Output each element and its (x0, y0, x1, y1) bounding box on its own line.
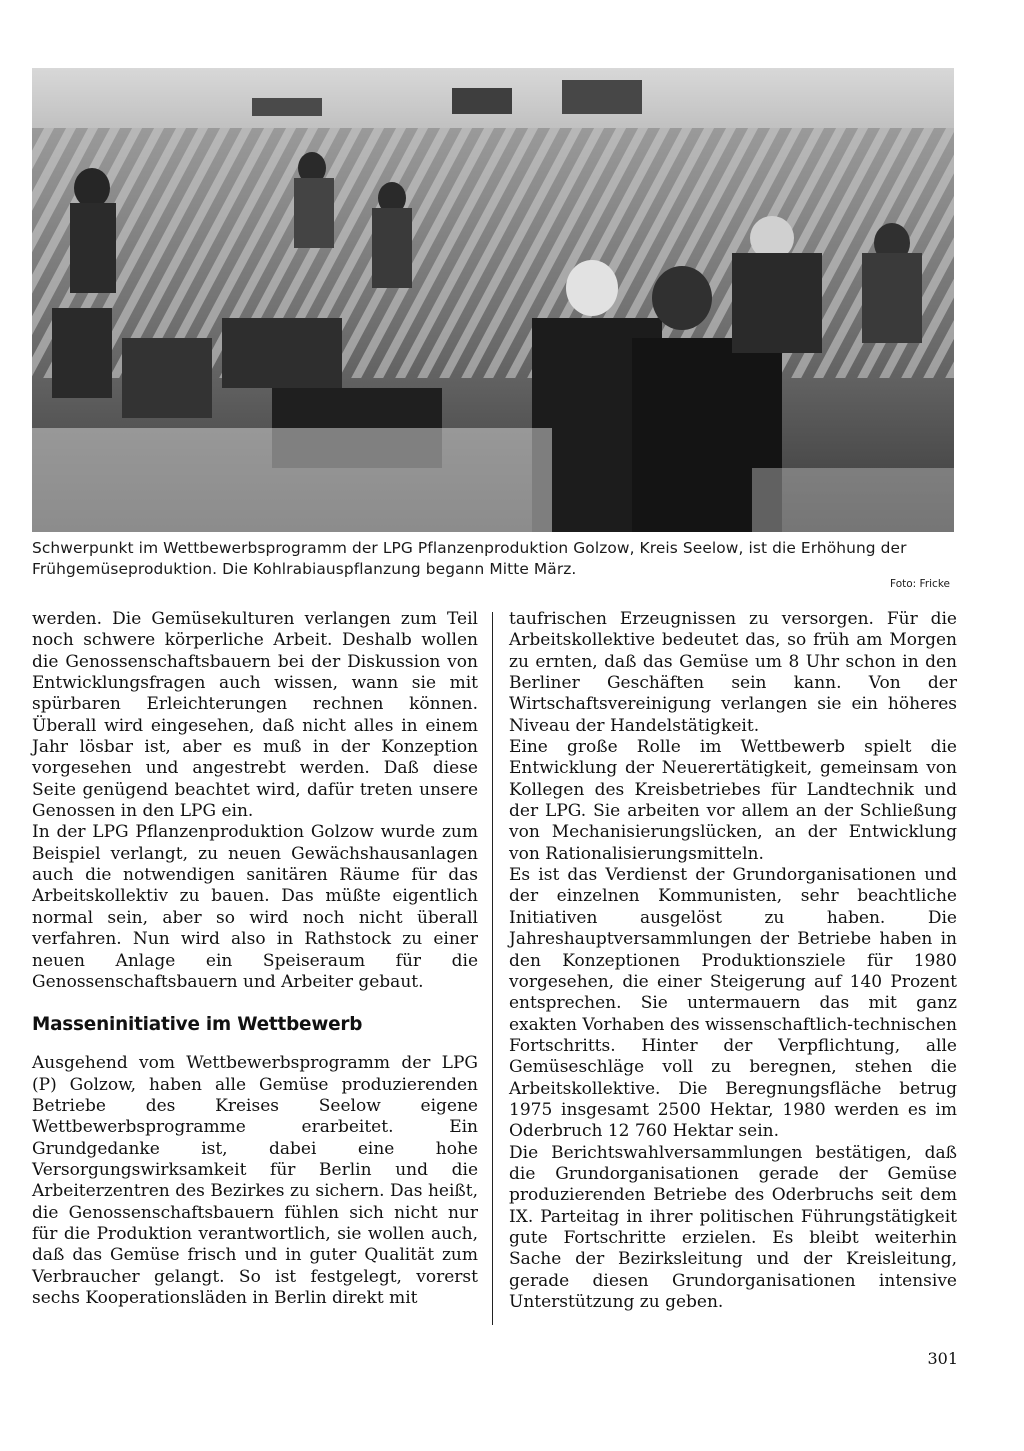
right-paragraph-4: Die Berichtswahlversammlungen bestätigen, daß die Grundorganisationen gerade der Gemüse produzierenden Betriebe des Oderbruchs seit dem IX. Parteitag in ihrer politischen Führungstätigkeit gute Fortschritte erzielen. Es bleibt weiterhin Sache der Bezirksleitung und der Kreisleitung, gerade diesen Grundorganisationen intensive Unterstützung zu geben. (509, 1142, 957, 1312)
photo-caption: Schwerpunkt im Wettbewerbsprogramm der LPG Pflanzenproduktion Golzow, Kreis Seelow, ist die Erhöhung der Frühgemüseproduktion. Die Kohlrabiauspflanzung begann Mitte März. (32, 539, 907, 578)
field-photo (32, 68, 954, 532)
page-number: 301 (927, 1349, 958, 1368)
right-paragraph-2: Eine große Rolle im Wettbewerb spielt die Entwicklung der Neuerertätigkeit, gemeinsam von Kollegen des Kreisbetriebes für Landtechnik und der LPG. Sie arbeiten vor allem an der Schließung von Mechanisierungslücken, an der Entwicklung von Rationalisierungsmitteln. (509, 737, 957, 864)
article-column-right (509, 609, 957, 1313)
right-paragraph-3: Es ist das Verdienst der Grundorganisationen und der einzelnen Kommunisten, sehr beachtliche Initiativen ausgelöst zu haben. Die Jahreshauptversammlungen der Betriebe haben in den Konzeptionen Produktionsziele für 1980 vorgesehen, die einer Steigerung auf 140 Prozent entsprechen. Sie untermauern das mit ganz exakten Vorhaben des wissenschaftlich-technischen Fortschritts. Hinter der Verpflichtung, alle Gemüseschläge voll zu beregnen, stehen die Arbeitskollektive. Die Beregnungsfläche betrug 1975 insgesamt 2500 Hektar, 1980 werden es im Oderbruch 12 760 Hektar sein. (509, 865, 957, 1142)
left-paragraph-3: Ausgehend vom Wettbewerbsprogramm der LPG (P) Golzow, haben alle Gemüse produzierenden Betriebe des Kreises Seelow eigene Wettbewerbsprogramme erarbeitet. Ein Grundgedanke ist, dabei eine hohe Versorgungswirksamkeit für Berlin und die Arbeiterzentren des Bezirkes zu sichern. Das heißt, die Genossenschaftsbauern fühlen sich nicht nur für die Produktion verantwortlich, sie wollen auch, daß das Gemüse frisch und in guter Qualität zum Verbraucher gelangt. So ist festgelegt, vorerst sechs Kooperationsläden in Berlin direkt mit (32, 1053, 478, 1308)
column-divider (492, 612, 493, 1325)
left-paragraph-2: In der LPG Pflanzenproduktion Golzow wurde zum Beispiel verlangt, zu neuen Gewächshausanlagen auch die notwendigen sanitären Räume für das Arbeitskollektiv zu bauen. Das müßte eigentlich normal sein, aber so wird noch nicht überall verfahren. Nun wird also in Rathstock zu einer neuen Anlage ein Speiseraum für die Genossenschaftsbauern und Arbeiter gebaut. (32, 822, 478, 992)
right-paragraph-1: taufrischen Erzeugnissen zu versorgen. Für die Arbeitskollektive bedeutet das, so früh am Morgen zu ernten, daß das Gemüse um 8 Uhr schon in den Berliner Geschäften sein kann. Von der Wirtschaftsvereinigung verlangen sie ein höheres Niveau der Handelstätigkeit. (509, 609, 957, 736)
article-column-left (32, 609, 478, 1309)
left-paragraph-1: werden. Die Gemüsekulturen verlangen zum Teil noch schwere körperliche Arbeit. Deshalb wollen die Genossenschaftsbauern bei der Diskussion von Entwicklungsfragen auch wissen, wann sie mit spürbaren Erleichterungen rechnen können. Überall wird eingesehen, daß nicht alles in einem Jahr lösbar ist, aber es muß in der Konzeption vorgesehen und angestrebt werden. Daß diese Seite genügend beachtet wird, dafür treten unsere Genossen in den LPG ein. (32, 609, 478, 822)
section-heading: Masseninitiative im Wettbewerb (32, 1014, 363, 1036)
field-photo-illustration (32, 68, 954, 532)
photo-credit: Foto: Fricke (890, 578, 950, 590)
